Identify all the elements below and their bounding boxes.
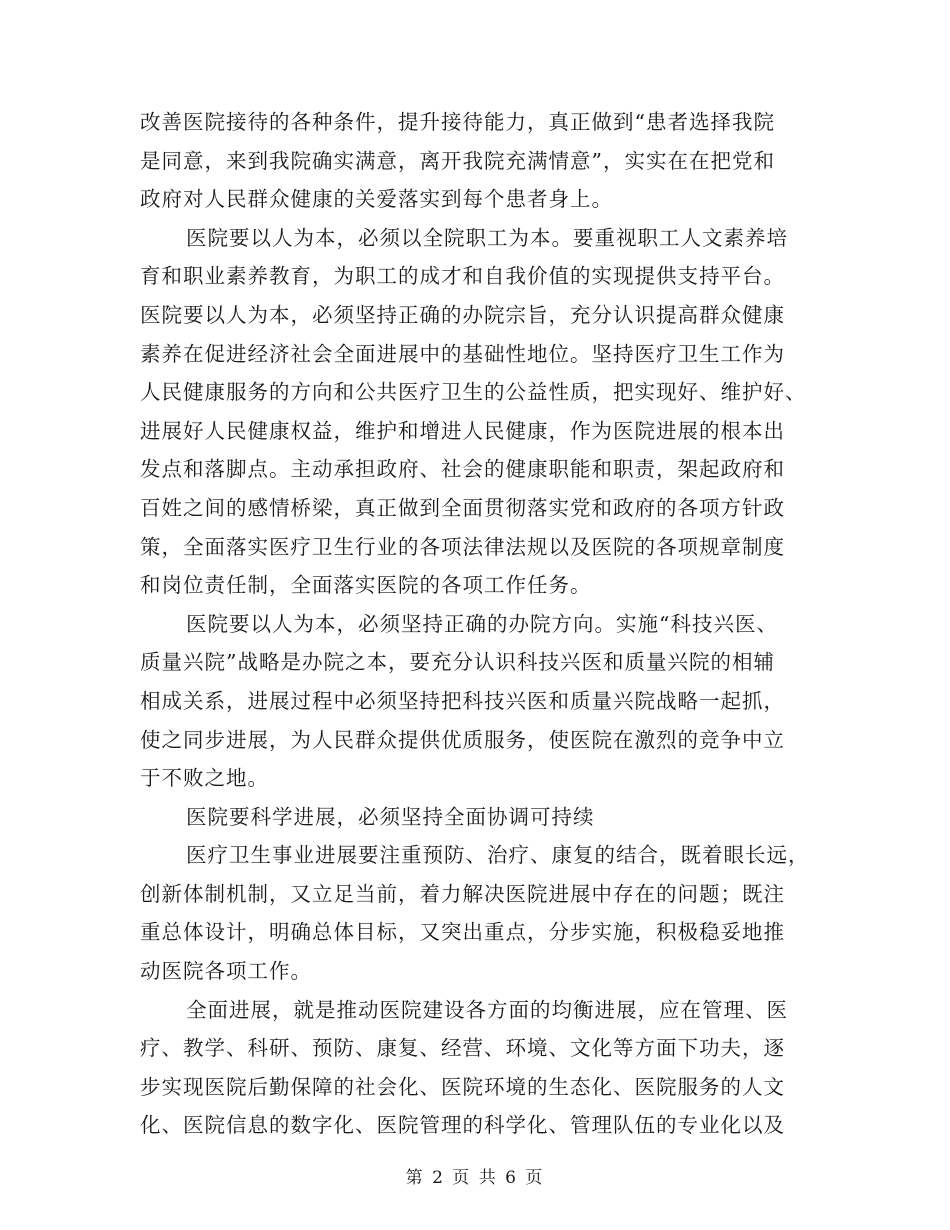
text-line: 医院要以人为本，必须以全院职工为本。要重视职工人文素养培 [186,225,788,250]
text-line: 重总体设计，明确总体目标，又突出重点，分步实施，积极稳妥地推 [140,920,785,945]
text-line: 疗、教学、科研、预防、康复、经营、环境、文化等方面下功夫，逐 [140,1036,785,1061]
text-line: 素养在促进经济社会全面进展中的基础性地位。坚持医疗卫生工作为 [140,341,785,366]
body-text [140,103,810,1145]
text-line: 质量兴院”战略是办院之本，要充分认识科技兴医和质量兴院的相辅 [140,650,775,675]
text-line: 步实现医院后勤保障的社会化、医院环境的生态化、医院服务的人文 [140,1074,785,1099]
text-line: 医院要以人为本，必须坚持正确的办院宗旨，充分认识提高群众健康 [140,302,785,327]
text-line: 全面进展，就是推动医院建设各方面的均衡进展，应在管理、医 [186,997,788,1022]
text-line: 医院要以人为本，必须坚持正确的办院方向。实施“科技兴医、 [186,611,778,636]
text-line: 化、医院信息的数字化、医院管理的科学化、管理队伍的专业化以及 [140,1113,785,1138]
text-line: 是同意，来到我院确实满意，离开我院充满情意”，实实在在把党和 [140,148,775,173]
text-line: 和岗位责任制，全面落实医院的各项工作任务。 [140,573,592,598]
text-line: 进展好人民健康权益，维护和增进人民健康，作为医院进展的根本出 [140,418,785,443]
text-line: 百姓之间的感情桥梁，真正做到全面贯彻落实党和政府的各项方针政 [140,495,785,520]
text-line: 育和职业素养教育，为职工的成才和自我价值的实现提供支持平台。 [140,264,785,289]
text-line: 医院要科学进展，必须坚持全面协调可持续 [186,804,595,829]
text-line: 政府对人民群众健康的关爱落实到每个患者身上。 [140,187,613,212]
text-line: 相成关系，进展过程中必须坚持把科技兴医和质量兴院战略一起抓， [140,688,785,713]
text-line: 动医院各项工作。 [140,959,312,984]
text-line: 人民健康服务的方向和公共医疗卫生的公益性质，把实现好、维护好、 [140,380,807,405]
text-line: 于不败之地。 [140,766,269,791]
text-line: 医疗卫生事业进展要注重预防、治疗、康复的结合，既着眼长远， [186,843,810,868]
text-line: 策，全面落实医疗卫生行业的各项法律法规以及医院的各项规章制度 [140,534,785,559]
text-line: 改善医院接待的各种条件，提升接待能力，真正做到“患者选择我院 [140,110,775,134]
text-line: 创新体制机制，又立足当前，着力解决医院进展中存在的问题；既注 [140,881,785,906]
text-line: 发点和落脚点。主动承担政府、社会的健康职能和职责，架起政府和 [140,457,785,482]
page-number-footer: 第 2 页 共 6 页 [405,1168,545,1188]
text-line: 使之同步进展，为人民群众提供优质服务，使医院在激烈的竞争中立 [140,727,785,752]
